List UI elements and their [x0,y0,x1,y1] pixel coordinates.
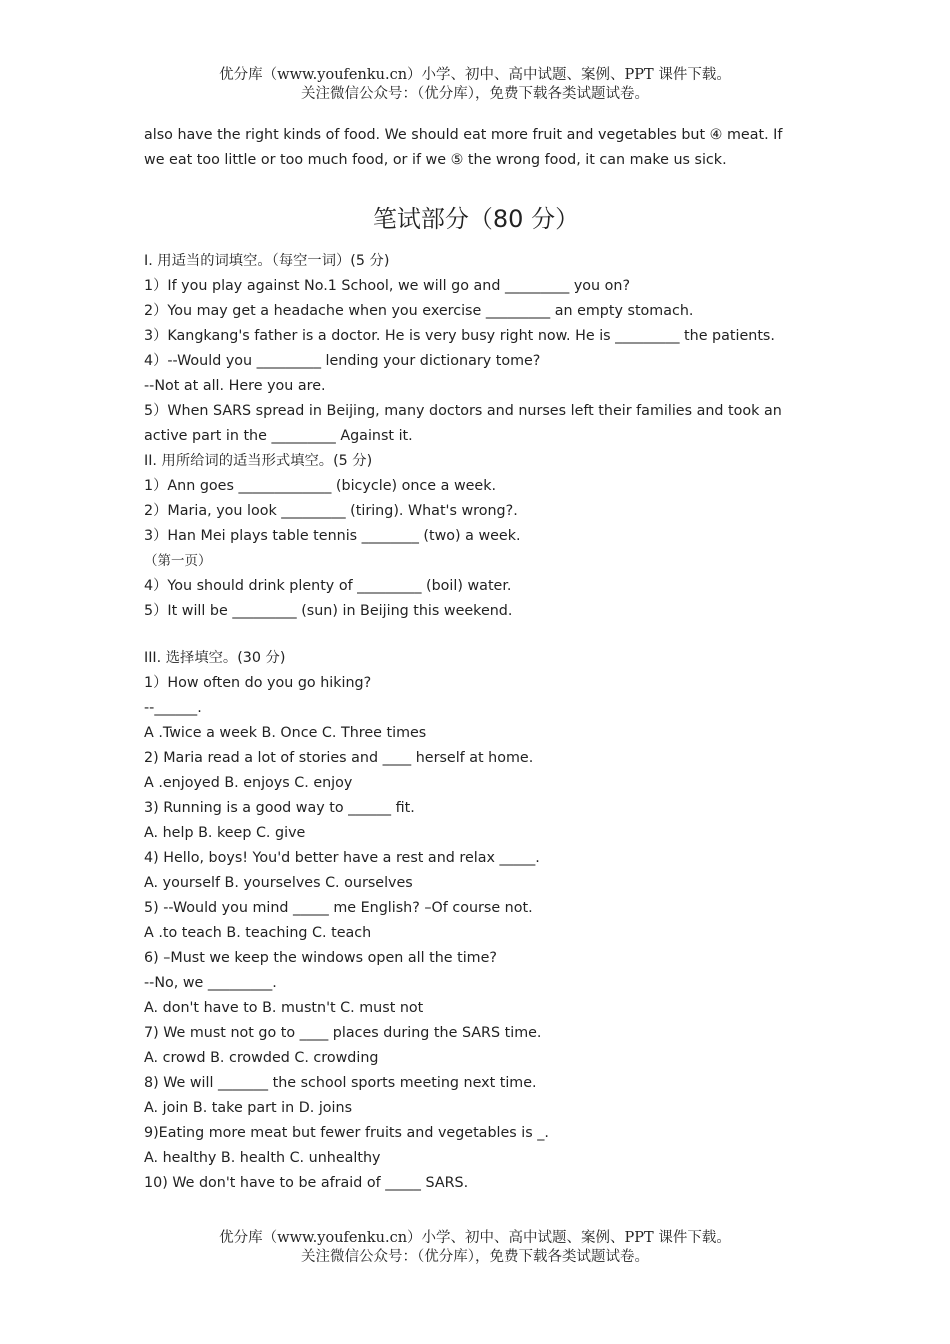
intro-line: we eat too little or too much food, or if we ⑤ the wrong food, it can make us sick. [144,152,727,168]
page-note: （第一页） [144,553,212,569]
question-line: 1）If you play against No.1 School, we will go and _________ you on? [144,278,631,294]
options-line: A. yourself B. yourselves C. ourselves [144,875,413,891]
options-line: A. crowd B. crowded C. crowding [144,1050,379,1066]
options-line: A. healthy B. health C. unhealthy [144,1150,381,1166]
question-line: 2）Maria, you look _________ (tiring). What's wrong?. [144,503,518,519]
page-header [0,66,950,104]
question-line: 7) We must not go to ____ places during the SARS time. [144,1025,542,1041]
question-line: active part in the _________ Against it. [144,428,413,444]
footer-line-1: 优分库（www.youfenku.cn）小学、初中、高中试题、案例、PPT 课件下载。 [219,1230,731,1246]
question-line: 4) Hello, boys! You'd better have a rest and relax _____. [144,850,540,866]
options-line: A .enjoyed B. enjoys C. enjoy [144,775,353,791]
answer-blank-line: --No, we _________. [144,975,277,991]
question-line: 3）Han Mei plays table tennis ________ (two) a week. [144,528,521,544]
header-line-1: 优分库（www.youfenku.cn）小学、初中、高中试题、案例、PPT 课件下载。 [219,67,731,83]
footer-line-2: 关注微信公众号：（优分库），免费下载各类试题试卷。 [301,1249,649,1265]
question-line: 3) Running is a good way to ______ fit. [144,800,415,816]
question-line: 2) Maria read a lot of stories and ____ herself at home. [144,750,534,766]
options-line: A .Twice a week B. Once C. Three times [144,725,427,741]
header-line-2: 关注微信公众号：（优分库），免费下载各类试题试卷。 [301,86,649,102]
question-line: 5) --Would you mind _____ me English? –Of course not. [144,900,533,916]
question-line: 8) We will _______ the school sports meeting next time. [144,1075,537,1091]
document-body [144,123,814,1196]
section-3-heading: III. 选择填空。(30 分) [144,650,286,666]
options-line: A. join B. take part in D. joins [144,1100,353,1116]
question-line: 9)Eating more meat but fewer fruits and vegetables is _. [144,1125,549,1141]
section-title: 笔试部分（80 分） [372,205,580,233]
question-line: 4）You should drink plenty of _________ (boil) water. [144,578,512,594]
options-line: A .to teach B. teaching C. teach [144,925,372,941]
section-2-heading: II. 用所给词的适当形式填空。(5 分) [144,453,373,469]
question-line: 4）--Would you _________ lending your dictionary tome? [144,353,541,369]
section-1-heading: I. 用适当的词填空。（每空一词）(5 分) [144,253,390,269]
options-line: A. don't have to B. mustn't C. must not [144,1000,424,1016]
question-line: 2）You may get a headache when you exercise _________ an empty stomach. [144,303,694,319]
question-line: 5）It will be _________ (sun) in Beijing this weekend. [144,603,513,619]
question-line: --Not at all. Here you are. [144,378,326,394]
page-footer [0,1229,950,1267]
question-line: 1）Ann goes _____________ (bicycle) once a week. [144,478,497,494]
spacer [144,624,814,646]
question-line: 10) We don't have to be afraid of _____ SARS. [144,1175,469,1191]
intro-line: also have the right kinds of food. We should eat more fruit and vegetables but ④ meat. If [144,127,783,143]
question-line: 3）Kangkang's father is a doctor. He is very busy right now. He is _________ the patients. [144,328,775,344]
answer-blank-line: --______. [144,700,202,716]
options-line: A. help B. keep C. give [144,825,306,841]
question-line: 5）When SARS spread in Beijing, many doctors and nurses left their families and took an [144,403,782,419]
question-line: 6) –Must we keep the windows open all the time? [144,950,497,966]
question-line: 1）How often do you go hiking? [144,675,372,691]
